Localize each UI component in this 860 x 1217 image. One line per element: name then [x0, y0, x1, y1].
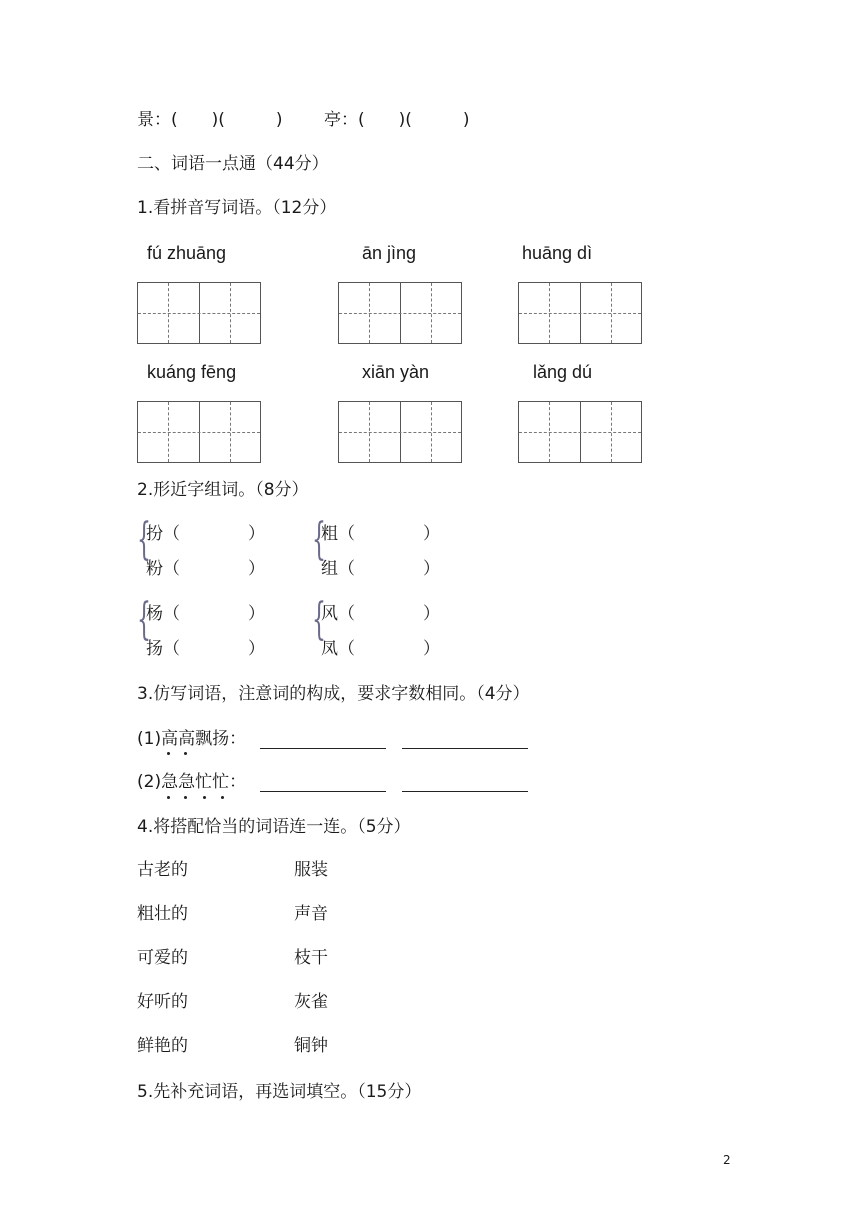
match-left-item[interactable]: 粗壮的 — [137, 904, 188, 924]
writing-grid[interactable] — [137, 282, 261, 344]
pinyin-label: kuáng fēng — [147, 362, 237, 382]
q3-title: 3.仿写词语，注意词的构成，要求字数相同。（4分） — [137, 684, 530, 704]
emphasis-dot — [203, 796, 206, 799]
left-brace-icon: { — [137, 514, 151, 565]
writing-grid[interactable] — [518, 401, 642, 463]
page-number: 2 — [723, 1153, 731, 1167]
match-left-item[interactable]: 好听的 — [137, 992, 188, 1012]
writing-grid[interactable] — [518, 282, 642, 344]
q3-prompt: (2)急急忙忙： — [137, 772, 247, 792]
section-two-heading: 二、词语一点通（44分） — [137, 154, 329, 174]
match-right-item[interactable]: 声音 — [294, 904, 328, 924]
q3-prompt: (1)高高飘扬： — [137, 729, 247, 749]
left-brace-icon: { — [137, 594, 151, 645]
char-pair-item: 组（ ） — [321, 559, 440, 579]
emphasis-dot — [167, 796, 170, 799]
pinyin-label: fú zhuāng — [147, 243, 227, 263]
q1-title: 1.看拼音写词语。（12分） — [137, 198, 337, 218]
match-right-item[interactable]: 服装 — [294, 860, 328, 880]
left-brace-icon: { — [312, 594, 326, 645]
pinyin-label: xiān yàn — [362, 362, 430, 382]
char-pair-item: 风（ ） — [321, 604, 440, 624]
char-pair-item: 粗（ ） — [321, 524, 440, 544]
answer-blank[interactable] — [402, 748, 528, 749]
char-pair-item: 粉（ ） — [146, 559, 265, 579]
ting-blank-line: 亭：( )( ) — [324, 110, 470, 130]
answer-blank[interactable] — [402, 791, 528, 792]
emphasis-dot — [184, 752, 187, 755]
pinyin-label: huāng dì — [522, 243, 593, 263]
match-right-item[interactable]: 铜钟 — [294, 1036, 328, 1056]
jing-blank-line: 景：( )( ) — [137, 110, 283, 130]
writing-grid[interactable] — [338, 282, 462, 344]
match-left-item[interactable]: 鲜艳的 — [137, 1036, 188, 1056]
char-pair-item: 凤（ ） — [321, 639, 440, 659]
q5-title: 5.先补充词语，再选词填空。（15分） — [137, 1082, 422, 1102]
writing-grid[interactable] — [137, 401, 261, 463]
pinyin-label: lǎng dú — [533, 362, 593, 382]
emphasis-dot — [184, 796, 187, 799]
emphasis-dot — [221, 796, 224, 799]
match-left-item[interactable]: 可爱的 — [137, 948, 188, 968]
answer-blank[interactable] — [260, 748, 386, 749]
match-left-item[interactable]: 古老的 — [137, 860, 188, 880]
emphasis-dot — [167, 752, 170, 755]
q2-title: 2.形近字组词。（8分） — [137, 480, 309, 500]
char-pair-item: 扬（ ） — [146, 639, 265, 659]
match-right-item[interactable]: 灰雀 — [294, 992, 328, 1012]
writing-grid[interactable] — [338, 401, 462, 463]
pinyin-label: ān jìng — [362, 243, 417, 263]
answer-blank[interactable] — [260, 791, 386, 792]
char-pair-item: 杨（ ） — [146, 604, 265, 624]
left-brace-icon: { — [312, 514, 326, 565]
match-right-item[interactable]: 枝干 — [294, 948, 328, 968]
char-pair-item: 扮（ ） — [146, 524, 265, 544]
q4-title: 4.将搭配恰当的词语连一连。（5分） — [137, 817, 411, 837]
